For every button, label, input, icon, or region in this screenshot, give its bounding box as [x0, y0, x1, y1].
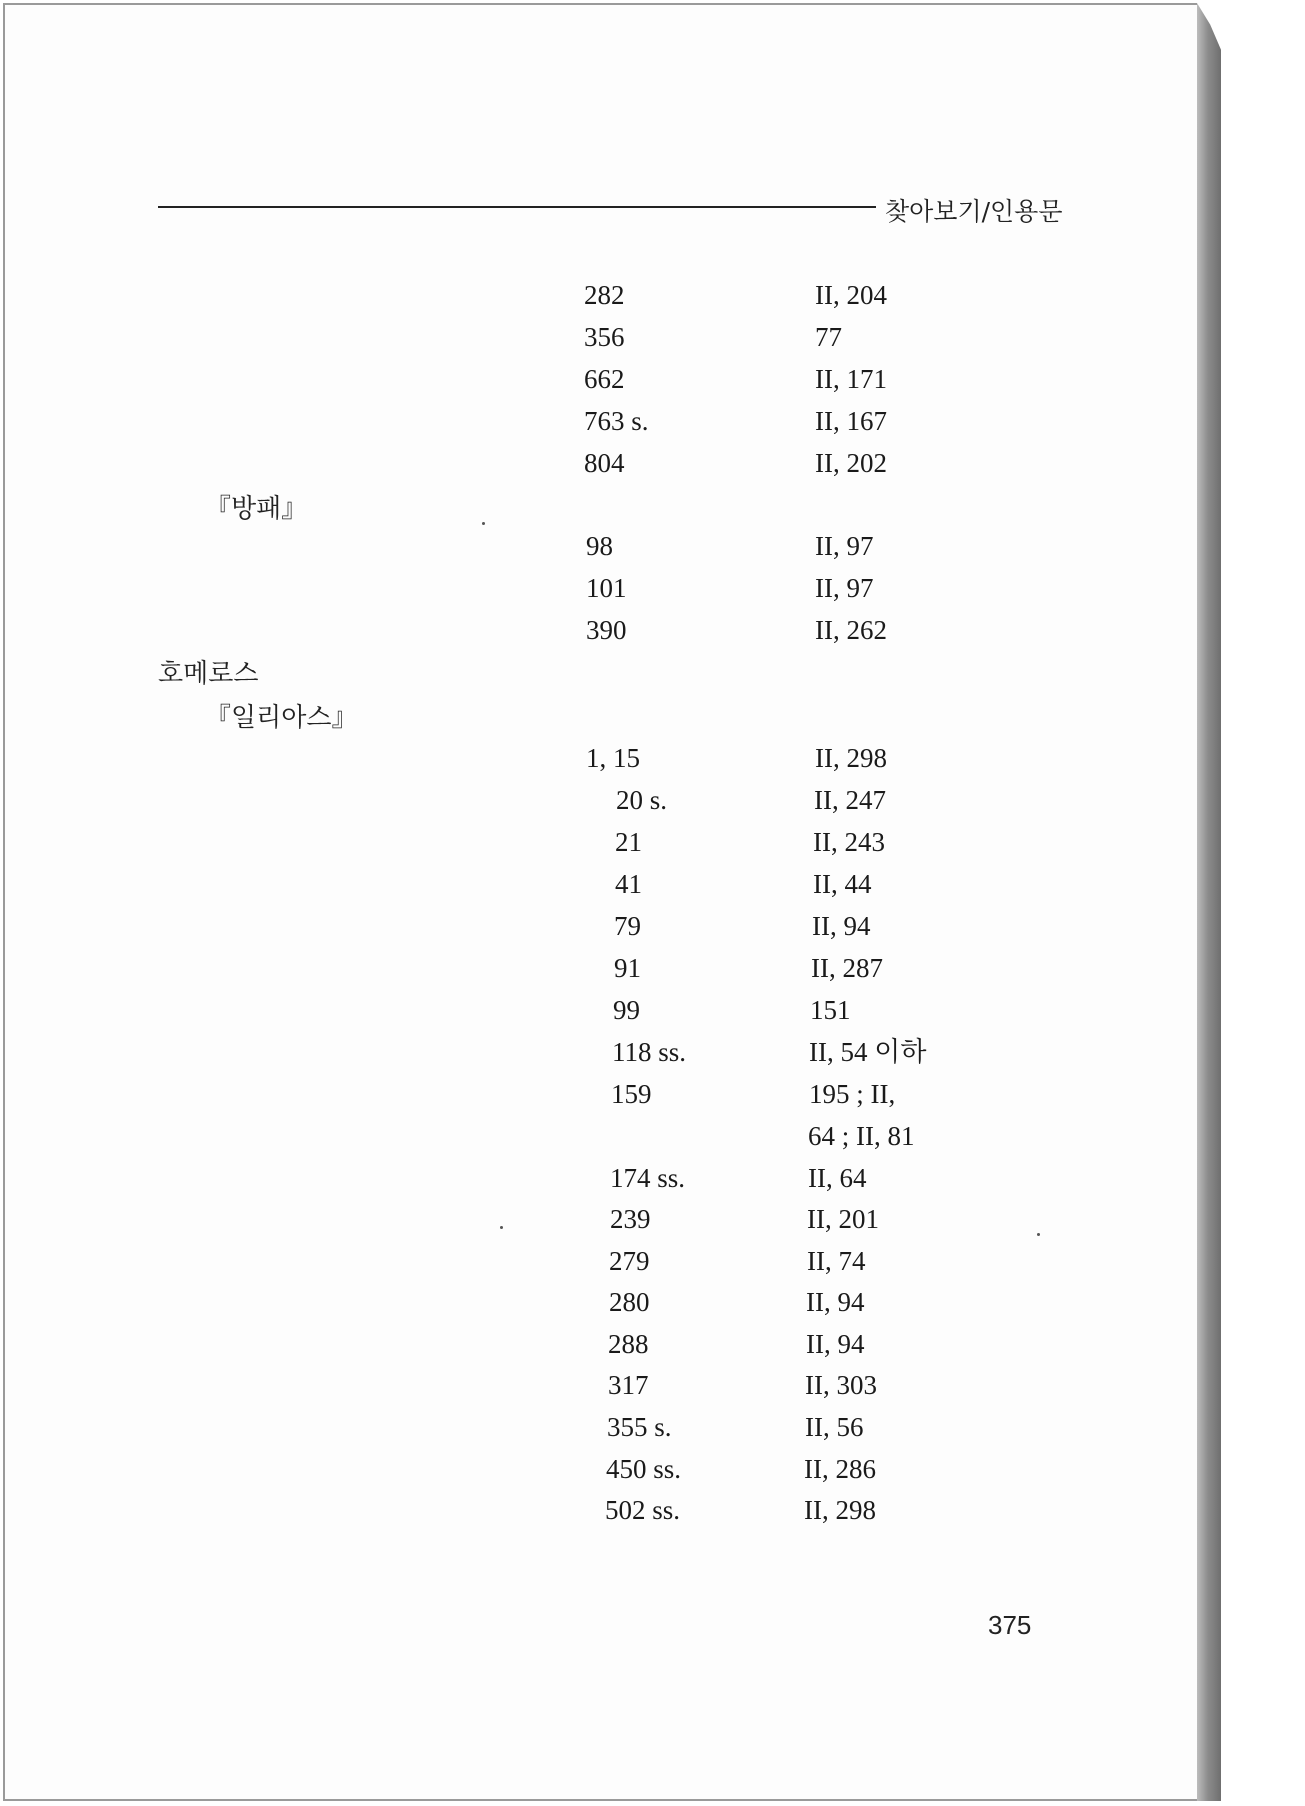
- ref-line: 355 s.: [607, 1412, 672, 1442]
- ref-page: II, 74: [807, 1246, 866, 1276]
- ref-line: 356: [584, 322, 625, 352]
- ref-line: 763 s.: [584, 406, 649, 436]
- ref-line: 118 ss.: [612, 1037, 687, 1067]
- ref-page: II, 286: [804, 1454, 876, 1484]
- ref-line: 317: [608, 1370, 649, 1400]
- ref-page: II, 201: [807, 1204, 879, 1234]
- book-page: [3, 3, 1197, 1801]
- ref-line: 390: [586, 615, 627, 645]
- author-homer: 호메로스: [158, 659, 259, 689]
- ref-line: 662: [584, 364, 625, 394]
- work-title-iliad: 『일리아스』: [205, 703, 358, 733]
- ref-line: 91: [614, 953, 641, 983]
- ref-line: 288: [608, 1329, 649, 1359]
- ref-page: II, 94: [806, 1329, 865, 1359]
- ref-line: 21: [615, 827, 642, 857]
- ref-page: II, 204: [815, 280, 887, 310]
- ref-line: 20 s.: [616, 785, 668, 815]
- ref-page: II, 243: [813, 827, 885, 857]
- ref-page: II, 94: [806, 1287, 865, 1317]
- ref-line: 99: [613, 995, 640, 1025]
- ref-line: 98: [586, 531, 613, 561]
- ref-page: II, 44: [813, 869, 872, 899]
- ref-line: 280: [609, 1287, 650, 1317]
- ref-line: 159: [611, 1079, 652, 1109]
- ref-page: II, 303: [805, 1370, 877, 1400]
- ref-line: 1, 15: [586, 743, 640, 773]
- page-edge-shadow: [1197, 3, 1221, 1801]
- ref-page: II, 97: [815, 573, 874, 603]
- ref-page: II, 202: [815, 448, 887, 478]
- ref-line: 450 ss.: [606, 1454, 682, 1484]
- ref-page: 195 ; II,: [809, 1079, 896, 1109]
- ref-page: II, 171: [815, 364, 887, 394]
- ref-page: II, 298: [815, 743, 887, 773]
- ref-page: II, 64: [808, 1163, 867, 1193]
- ref-line: 79: [614, 911, 641, 941]
- ref-line: 101: [586, 573, 627, 603]
- ref-line: 174 ss.: [610, 1163, 686, 1193]
- print-speck: [500, 1226, 503, 1229]
- ref-line: 282: [584, 280, 625, 310]
- ref-page: II, 54 이하: [809, 1037, 927, 1067]
- print-speck: [1037, 1233, 1040, 1236]
- ref-page: II, 94: [812, 911, 871, 941]
- ref-line: 279: [609, 1246, 650, 1276]
- print-speck: [482, 522, 485, 525]
- ref-page: 64 ; II, 81: [808, 1121, 915, 1151]
- ref-page: 77: [815, 322, 842, 352]
- ref-page: II, 56: [805, 1412, 864, 1442]
- ref-page: II, 262: [815, 615, 887, 645]
- ref-line: 804: [584, 448, 625, 478]
- ref-line: 239: [610, 1204, 651, 1234]
- work-title-shield: 『방패』: [205, 494, 308, 524]
- header-rule: [158, 206, 876, 208]
- page-number: 375: [988, 1610, 1032, 1640]
- ref-line: 41: [615, 869, 642, 899]
- ref-page: II, 247: [814, 785, 886, 815]
- ref-page: II, 97: [815, 531, 874, 561]
- ref-page: II, 287: [811, 953, 883, 983]
- ref-line: 502 ss.: [605, 1495, 681, 1525]
- ref-page: 151: [810, 995, 851, 1025]
- running-header: 찾아보기/인용문: [885, 197, 1063, 226]
- ref-page: II, 298: [804, 1495, 876, 1525]
- ref-page: II, 167: [815, 406, 887, 436]
